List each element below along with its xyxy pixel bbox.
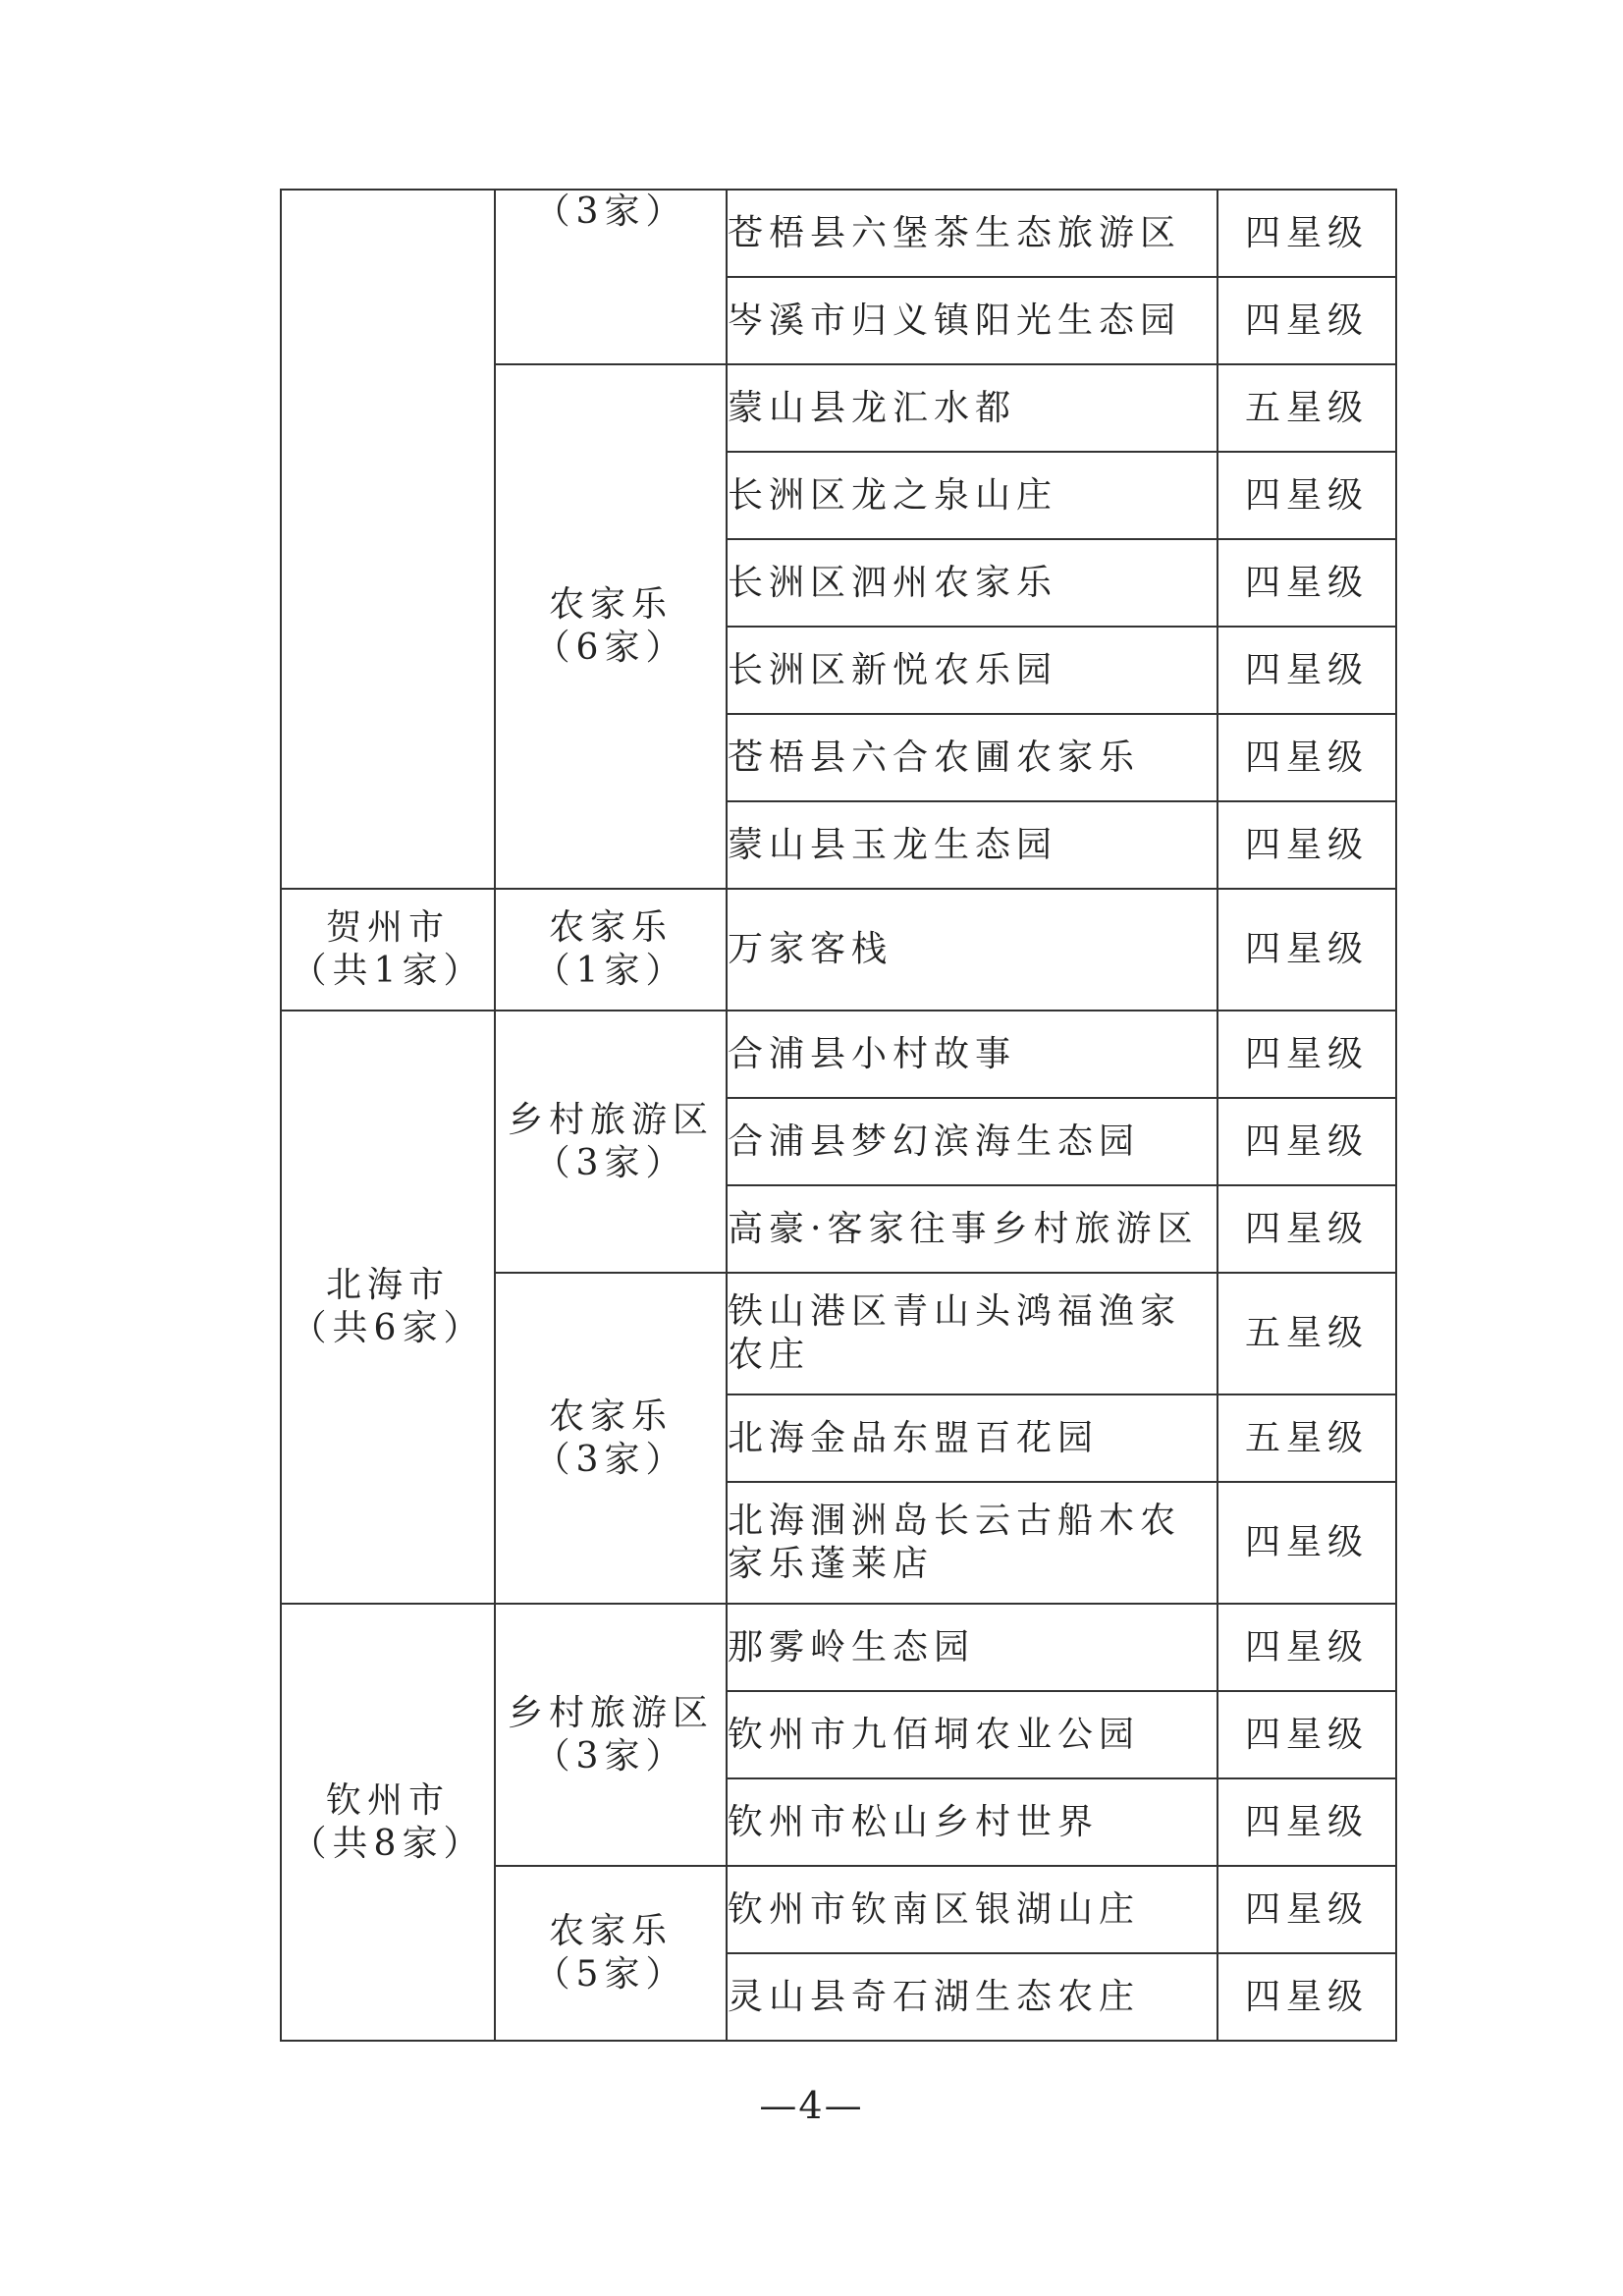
category-cell — [495, 1866, 727, 2041]
category-count: （6家） — [534, 628, 687, 668]
city-name: 北海市 — [325, 1265, 450, 1305]
category-cell — [495, 1273, 727, 1604]
venue-name: 北海涠洲岛长云古船木农家乐蓬莱店 — [727, 1482, 1217, 1604]
city-cell — [281, 1604, 495, 2041]
venue-name: 高豪·客家往事乡村旅游区 — [727, 1185, 1217, 1273]
city-cell-continued — [281, 190, 495, 889]
city-name: 贺州市 — [325, 907, 450, 948]
ranking-table — [280, 189, 1397, 2042]
category-count: （3家） — [534, 1142, 687, 1183]
category-count: （1家） — [534, 951, 687, 991]
star-level: 五星级 — [1217, 1273, 1396, 1394]
venue-name: 蒙山县玉龙生态园 — [727, 801, 1217, 889]
star-level: 四星级 — [1217, 1778, 1396, 1866]
star-level: 四星级 — [1217, 1691, 1396, 1778]
venue-name: 岑溪市归义镇阳光生态园 — [727, 277, 1217, 364]
table-row — [281, 889, 1396, 1011]
venue-name: 铁山港区青山头鸿福渔家农庄 — [727, 1273, 1217, 1394]
star-level: 四星级 — [1217, 1953, 1396, 2041]
category-cell — [495, 889, 727, 1011]
category-label: 农家乐 — [548, 907, 673, 948]
venue-name: 钦州市九佰垌农业公园 — [727, 1691, 1217, 1778]
category-label: 农家乐 — [548, 1911, 673, 1951]
page-number: —4— — [759, 2084, 864, 2127]
venue-name: 苍梧县六堡茶生态旅游区 — [727, 190, 1217, 277]
venue-name: 合浦县小村故事 — [727, 1011, 1217, 1098]
category-label: 乡村旅游区 — [507, 1692, 714, 1733]
star-level: 四星级 — [1217, 1185, 1396, 1273]
star-level: 五星级 — [1217, 1394, 1396, 1482]
city-name: 钦州市 — [325, 1779, 450, 1821]
star-level: 四星级 — [1217, 277, 1396, 364]
star-level: 四星级 — [1217, 1482, 1396, 1604]
venue-name: 那雾岭生态园 — [727, 1604, 1217, 1691]
city-cell — [281, 1011, 495, 1604]
star-level: 四星级 — [1217, 190, 1396, 277]
venue-name: 钦州市松山乡村世界 — [727, 1778, 1217, 1866]
venue-name: 万家客栈 — [727, 889, 1217, 1011]
category-cell — [495, 364, 727, 889]
venue-name: 长洲区泗州农家乐 — [727, 539, 1217, 627]
star-level: 四星级 — [1217, 539, 1396, 627]
category-cell — [495, 190, 727, 364]
category-count: （3家） — [534, 191, 687, 232]
venue-name: 长洲区龙之泉山庄 — [727, 452, 1217, 539]
category-count: （3家） — [534, 1439, 687, 1480]
category-label: 乡村旅游区 — [507, 1099, 714, 1140]
star-level: 四星级 — [1217, 452, 1396, 539]
venue-name: 苍梧县六合农圃农家乐 — [727, 714, 1217, 801]
category-label: 农家乐 — [548, 1395, 673, 1437]
venue-name: 北海金品东盟百花园 — [727, 1394, 1217, 1482]
table-row — [281, 1604, 1396, 1691]
city-cell — [281, 889, 495, 1011]
star-level: 四星级 — [1217, 1604, 1396, 1691]
star-level: 四星级 — [1217, 889, 1396, 1011]
city-total: （共6家） — [291, 1308, 485, 1348]
star-level: 四星级 — [1217, 714, 1396, 801]
venue-name: 长洲区新悦农乐园 — [727, 627, 1217, 714]
city-total: （共1家） — [291, 951, 485, 991]
category-cell — [495, 1011, 727, 1273]
venue-name: 蒙山县龙汇水都 — [727, 364, 1217, 452]
star-level: 四星级 — [1217, 1011, 1396, 1098]
venue-name: 灵山县奇石湖生态农庄 — [727, 1953, 1217, 2041]
category-count: （3家） — [534, 1735, 687, 1777]
category-count: （5家） — [534, 1954, 687, 1995]
star-level: 四星级 — [1217, 1866, 1396, 1953]
table-row — [281, 1011, 1396, 1098]
category-label: 农家乐 — [548, 584, 673, 625]
venue-name: 钦州市钦南区银湖山庄 — [727, 1866, 1217, 1953]
star-level: 四星级 — [1217, 801, 1396, 889]
category-cell — [495, 1604, 727, 1866]
city-total: （共8家） — [291, 1823, 485, 1864]
star-level: 四星级 — [1217, 1098, 1396, 1185]
venue-name: 合浦县梦幻滨海生态园 — [727, 1098, 1217, 1185]
star-level: 四星级 — [1217, 627, 1396, 714]
table-row — [281, 190, 1396, 277]
star-level: 五星级 — [1217, 364, 1396, 452]
